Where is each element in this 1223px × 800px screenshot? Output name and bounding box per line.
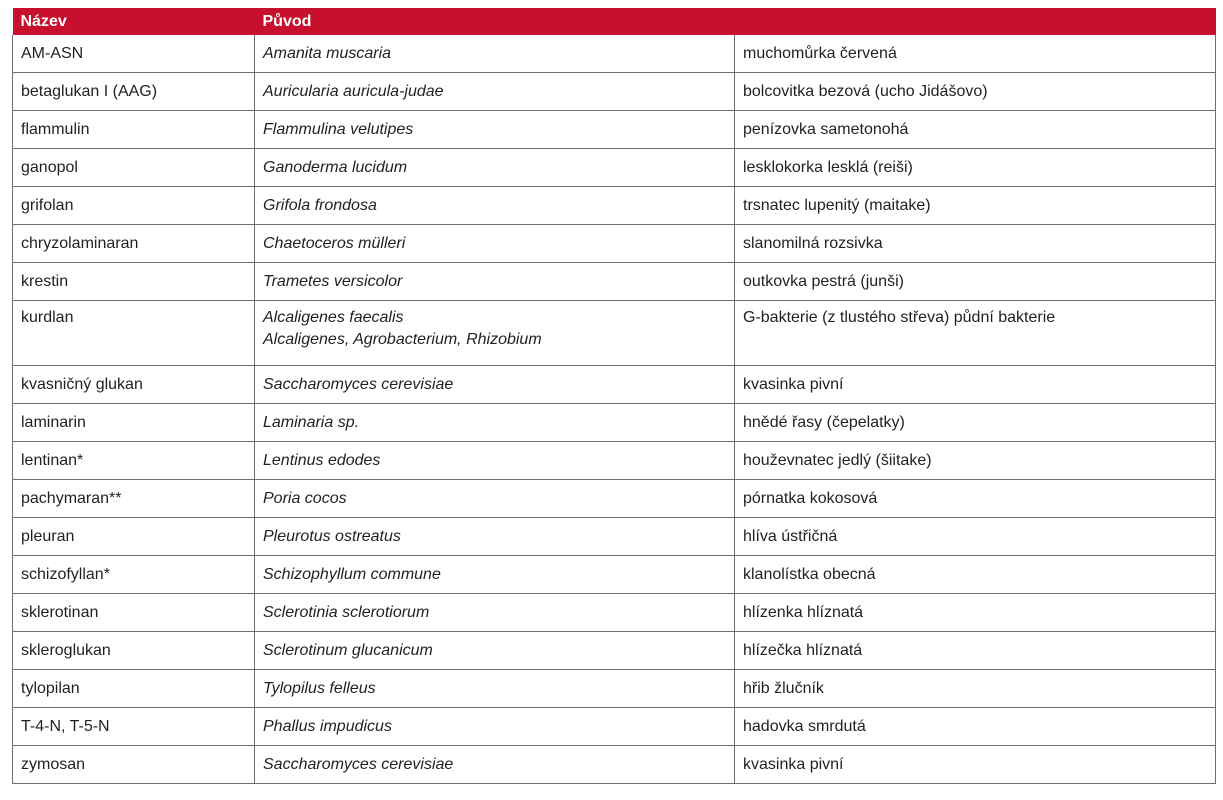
cell-common-name: hadovka smrdutá — [735, 708, 1216, 746]
origin-line: Sclerotinum glucanicum — [263, 641, 433, 659]
cell-name: ganopol — [13, 149, 255, 187]
origin-line: Alcaligenes, Agrobacterium, Rhizobium — [263, 331, 542, 348]
cell-origin — [255, 73, 735, 111]
cell-name: lentinan* — [13, 442, 255, 480]
cell-origin — [255, 518, 735, 556]
glucan-table — [12, 8, 1216, 784]
cell-common-name: kvasinka pivní — [735, 366, 1216, 404]
origin-line: Lentinus edodes — [263, 451, 381, 469]
table-row — [13, 746, 1216, 784]
table-row — [13, 73, 1216, 111]
origin-line: Schizophyllum commune — [263, 565, 441, 583]
cell-common-name: hnědé řasy (čepelatky) — [735, 404, 1216, 442]
origin-line: Saccharomyces cerevisiae — [263, 755, 454, 773]
table-row — [13, 187, 1216, 225]
table-header — [13, 8, 1216, 35]
cell-name: betaglukan I (AAG) — [13, 73, 255, 111]
table-row — [13, 404, 1216, 442]
cell-common-name: lesklokorka lesklá (reiši) — [735, 149, 1216, 187]
cell-origin — [255, 35, 735, 73]
cell-common-name: pórnatka kokosová — [735, 480, 1216, 518]
origin-line: Alcaligenes faecalis — [263, 309, 404, 326]
cell-origin — [255, 480, 735, 518]
origin-line: Phallus impudicus — [263, 717, 392, 735]
cell-common-name: bolcovitka bezová (ucho Jidášovo) — [735, 73, 1216, 111]
cell-origin — [255, 149, 735, 187]
cell-origin — [255, 225, 735, 263]
cell-name: krestin — [13, 263, 255, 301]
cell-origin — [255, 670, 735, 708]
table-row — [13, 518, 1216, 556]
origin-line: Trametes versicolor — [263, 272, 403, 290]
cell-name: pleuran — [13, 518, 255, 556]
cell-common-name: hlízečka hlíznatá — [735, 632, 1216, 670]
cell-name: pachymaran** — [13, 480, 255, 518]
cell-name: kvasničný glukan — [13, 366, 255, 404]
table-row — [13, 263, 1216, 301]
table-row — [13, 708, 1216, 746]
cell-origin — [255, 301, 735, 366]
cell-common-name: houževnatec jedlý (šiitake) — [735, 442, 1216, 480]
cell-common-name: klanolístka obecná — [735, 556, 1216, 594]
table-row — [13, 301, 1216, 366]
cell-common-name: muchomůrka červená — [735, 35, 1216, 73]
origin-line: Flammulina velutipes — [263, 120, 414, 138]
table-row — [13, 366, 1216, 404]
origin-line: Chaetoceros mülleri — [263, 234, 406, 252]
table-row — [13, 556, 1216, 594]
cell-name: chryzolaminaran — [13, 225, 255, 263]
header-origin: Původ — [255, 8, 735, 35]
table-row — [13, 480, 1216, 518]
table-body — [13, 35, 1216, 784]
cell-name: flammulin — [13, 111, 255, 149]
header-name: Název — [13, 8, 255, 35]
origin-line: Ganoderma lucidum — [263, 158, 408, 176]
cell-common-name: hlíva ústřičná — [735, 518, 1216, 556]
document — [12, 8, 1215, 784]
cell-origin — [255, 594, 735, 632]
cell-name: AM-ASN — [13, 35, 255, 73]
cell-origin — [255, 556, 735, 594]
header-common-name — [735, 8, 1216, 35]
cell-name: skleroglukan — [13, 632, 255, 670]
cell-name: T-4-N, T-5-N — [13, 708, 255, 746]
cell-name: sklerotinan — [13, 594, 255, 632]
cell-common-name: outkovka pestrá (junši) — [735, 263, 1216, 301]
table-row — [13, 632, 1216, 670]
origin-line: Laminaria sp. — [263, 413, 360, 431]
cell-name: schizofyllan* — [13, 556, 255, 594]
cell-common-name: trsnatec lupenitý (maitake) — [735, 187, 1216, 225]
table-row — [13, 111, 1216, 149]
origin-line: Auricularia auricula-judae — [263, 82, 444, 100]
cell-origin — [255, 111, 735, 149]
cell-origin — [255, 746, 735, 784]
cell-common-name: kvasinka pivní — [735, 746, 1216, 784]
origin-line: Pleurotus ostreatus — [263, 527, 401, 545]
table-row — [13, 35, 1216, 73]
cell-common-name: hřib žlučník — [735, 670, 1216, 708]
cell-common-name: penízovka sametonohá — [735, 111, 1216, 149]
cell-common-name: G-bakterie (z tlustého střeva) půdní bakterie — [735, 301, 1216, 366]
cell-name: kurdlan — [13, 301, 255, 366]
cell-origin — [255, 708, 735, 746]
table-row — [13, 442, 1216, 480]
cell-common-name: hlízenka hlíznatá — [735, 594, 1216, 632]
cell-name: laminarin — [13, 404, 255, 442]
table-row — [13, 594, 1216, 632]
cell-origin — [255, 442, 735, 480]
cell-origin — [255, 187, 735, 225]
cell-origin — [255, 632, 735, 670]
table-row — [13, 670, 1216, 708]
origin-line: Poria cocos — [263, 489, 347, 507]
cell-name: tylopilan — [13, 670, 255, 708]
origin-line: Sclerotinia sclerotiorum — [263, 603, 430, 621]
cell-name: grifolan — [13, 187, 255, 225]
cell-origin — [255, 366, 735, 404]
origin-line: Amanita muscaria — [263, 44, 392, 62]
origin-line: Grifola frondosa — [263, 196, 377, 214]
table-row — [13, 225, 1216, 263]
origin-line: Tylopilus felleus — [263, 679, 376, 697]
header-row — [13, 8, 1216, 35]
cell-common-name: slanomilná rozsivka — [735, 225, 1216, 263]
cell-name: zymosan — [13, 746, 255, 784]
cell-origin — [255, 404, 735, 442]
table-row — [13, 149, 1216, 187]
cell-origin — [255, 263, 735, 301]
origin-line: Saccharomyces cerevisiae — [263, 375, 454, 393]
